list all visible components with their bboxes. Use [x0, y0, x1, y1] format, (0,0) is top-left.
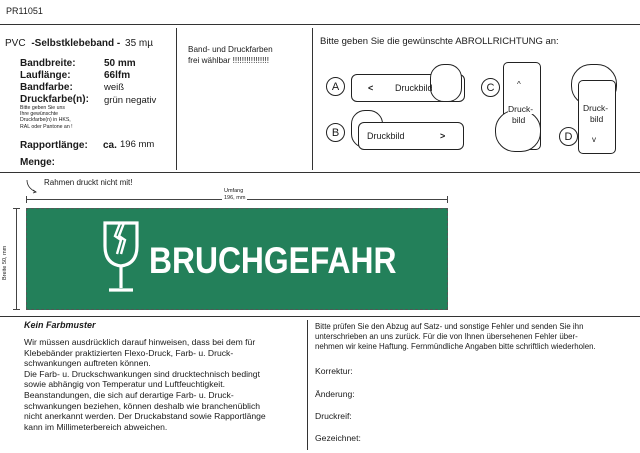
breite-label: Breite: [2, 265, 8, 280]
spec-label-bandfarbe: Bandfarbe:: [20, 82, 73, 93]
breite-tick-top: [13, 208, 20, 209]
rapport-value: 196 mm: [120, 139, 155, 150]
option-a-roll-end: [430, 64, 462, 102]
field-aenderung[interactable]: Änderung:: [315, 389, 355, 399]
option-a-circle[interactable]: [326, 77, 345, 96]
notice-line: sowie abhängig von Temperatur und Luftfeuchtigkeit.: [24, 379, 225, 390]
approval-line: unterschrieben an uns zurück. Für die von Ihnen übersehenen Fehler über-: [315, 332, 578, 341]
spec-value-druckfarbe: grün negativ: [104, 95, 157, 106]
approval-line: nehmen wir keine Haftung. Fernmündliche Angaben bitte schriftlich wiederholen.: [315, 342, 596, 351]
band-note-line: Band- und Druckfarben: [188, 45, 273, 54]
notice-line: Wir müssen ausdrücklich darauf hinweisen, dass bei dem für: [24, 337, 256, 347]
field-korrektur[interactable]: Korrektur:: [315, 366, 353, 376]
header-divider: [0, 24, 640, 25]
product-name: -Selbstklebeband -: [31, 38, 121, 49]
option-d-text2: bild: [590, 114, 604, 124]
notice-line: nicht anerkannt werden. Der Druckabstand sowie Rapportlänge: [24, 411, 266, 422]
col-divider-1: [176, 28, 177, 170]
option-b-arrow: >: [440, 131, 446, 141]
option-d-text: Druck-: [583, 103, 609, 113]
print-band: [26, 208, 448, 310]
option-b-letter: B: [331, 126, 340, 139]
notice-line: schwankungen auftreten können.: [24, 358, 151, 369]
umfang-tick-right: [447, 196, 448, 203]
notice-line: kann im Millimeterbereich abweichen.: [24, 421, 168, 432]
option-c-text2: bild: [512, 115, 526, 125]
option-c-letter: C: [486, 81, 495, 94]
option-d-letter: D: [564, 130, 573, 143]
note-line: Bitte geben Sie uns: [20, 105, 65, 111]
notice-line: schwankungen beziehen, können deshalb wie branchenüblich: [24, 400, 261, 411]
print-text: BRUCHGEFAHR: [149, 240, 397, 281]
option-a-arrow: <: [368, 83, 374, 93]
note-line: RAL oder Pantone an !: [20, 123, 73, 130]
option-c-circle[interactable]: [481, 78, 500, 97]
option-a-letter: A: [331, 80, 340, 93]
approval-text: [315, 322, 635, 352]
breite-value: 50, mm: [2, 245, 8, 265]
approval-line: Bitte prüfen Sie den Abzug auf Satz- und sonstige Fehler und senden Sie ihn: [315, 322, 584, 331]
umfang-value: 196, mm: [224, 195, 246, 201]
rapport-prefix: ca.: [103, 140, 117, 151]
thickness: 35 mµ: [125, 38, 154, 49]
glass-icon: [101, 220, 141, 298]
material: PVC: [5, 38, 26, 49]
spec-label-druckfarbe: Druckfarbe(n):: [20, 94, 89, 105]
breite-text: [2, 240, 14, 280]
umfang-label: Umfang: [224, 188, 244, 194]
bottom-col-divider: [307, 320, 308, 450]
spec-value-bandbreite: 50 mm: [104, 58, 136, 69]
band-note: [188, 44, 273, 66]
spec-label-lauflaenge: Lauflänge:: [20, 70, 71, 81]
option-b-circle[interactable]: [326, 123, 345, 142]
product-title: [5, 38, 153, 49]
note-line: Ihre gewünschte: [20, 111, 59, 118]
option-d-arrow: v: [592, 135, 596, 144]
print-area-divider: [0, 172, 640, 173]
rapport-label: Rapportlänge:: [20, 140, 88, 151]
bottom-divider: [0, 316, 640, 317]
menge-label: Menge:: [20, 157, 55, 168]
notice-line: Beanstandungen, die sich auf derartige Farb- u. Druck-: [24, 389, 234, 400]
spec-value-bandfarbe: weiß: [104, 82, 125, 93]
notice-text: [24, 337, 300, 432]
field-gezeichnet[interactable]: Gezeichnet:: [315, 433, 361, 443]
band-note-line: frei wählbar !!!!!!!!!!!!!!!!: [188, 56, 269, 65]
frame-note-arrow: [26, 178, 39, 194]
frame-note: Rahmen druckt nicht mit!: [44, 178, 133, 187]
option-c-arrow: ^: [517, 80, 521, 89]
note-line: Druckfarbe(n) in HKS,: [20, 117, 71, 124]
notice-line: Die Farb- u. Druckschwankungen sind drucktechnisch bedingt: [24, 368, 260, 379]
col-divider-2: [312, 28, 313, 170]
field-druckreif[interactable]: Druckreif:: [315, 411, 352, 421]
option-c-text: Druck-: [508, 104, 534, 114]
notice-line: Klebebänder praktizierten Flexo-Druck, Farb- u. Druck-: [24, 347, 234, 358]
option-a-text: Druckbild: [395, 83, 433, 93]
umfang-tick-left: [26, 196, 27, 203]
abroll-title: Bitte geben Sie die gewünschte ABROLLRICHTUNG an:: [320, 36, 559, 47]
option-d-circle[interactable]: [559, 127, 578, 146]
notice-title: Kein Farbmuster: [24, 320, 96, 330]
doc-id: PR11051: [6, 6, 43, 16]
breite-tick-bottom: [13, 309, 20, 310]
spec-value-lauflaenge: 66lfm: [104, 70, 131, 81]
druckfarbe-note: [20, 105, 73, 130]
spec-label-bandbreite: Bandbreite:: [20, 58, 76, 69]
option-b-text: Druckbild: [367, 131, 405, 141]
breite-dimension-line: [16, 208, 17, 310]
